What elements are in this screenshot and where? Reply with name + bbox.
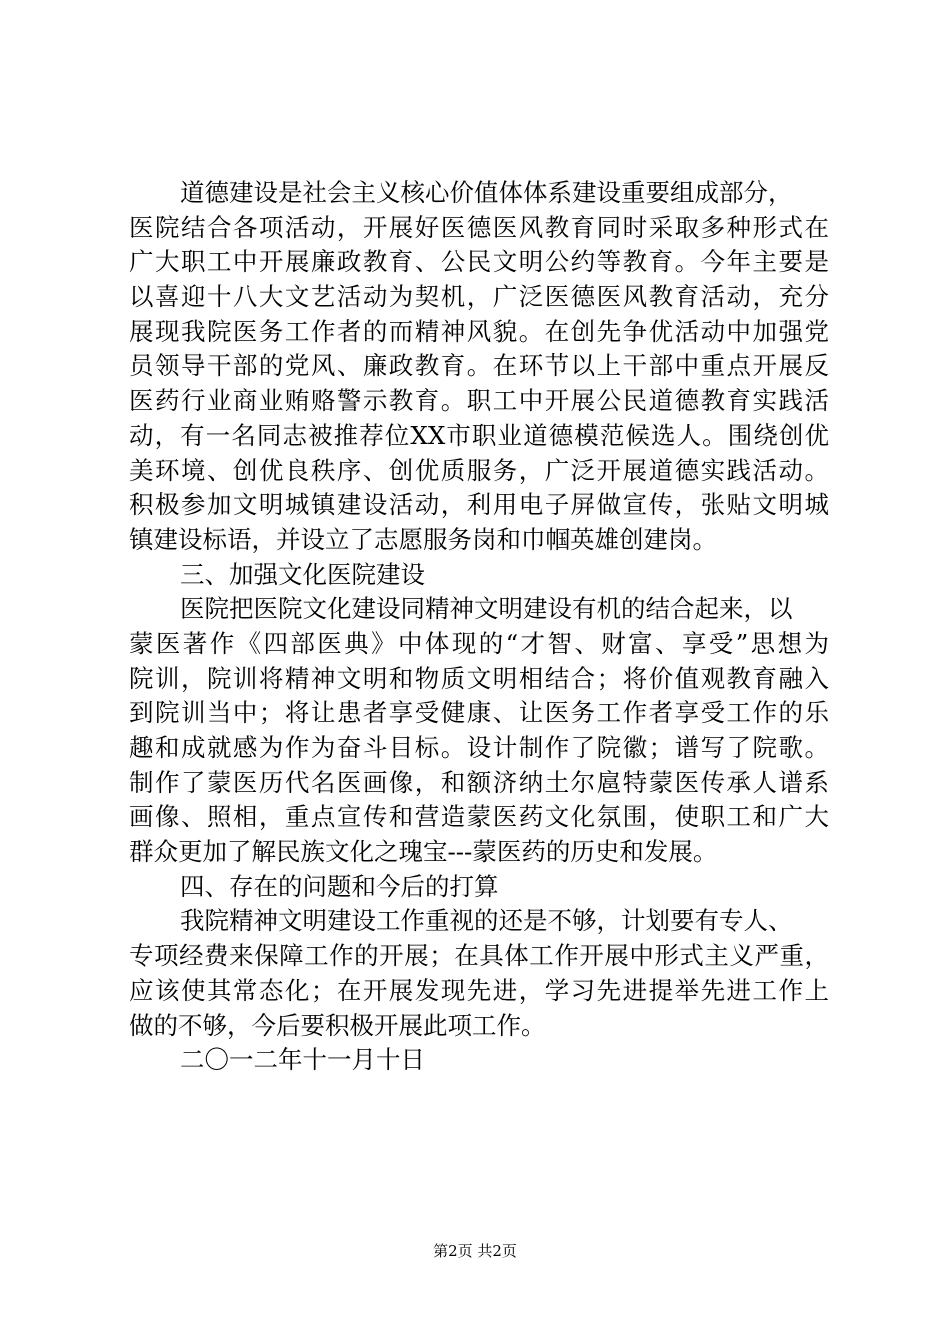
text-line: 以喜迎十八大文艺活动为契机，广泛医德医风教育活动，充分 — [129, 282, 829, 312]
date-line: 二〇一二年十一月十日 — [180, 1045, 425, 1075]
text-line: 展现我院医务工作者的而精神风貌。在创先争优活动中加强党 — [129, 316, 829, 346]
text-line: 群众更加了解民族文化之瑰宝---蒙医药的历史和发展。 — [129, 837, 718, 867]
text-line: 员领导干部的党风、廉政教育。在环节以上干部中重点开展反 — [129, 351, 829, 381]
document-body — [129, 176, 829, 1078]
text-line: 积极参加文明城镇建设活动，利用电子屏做宣传，张贴文明城 — [129, 490, 829, 520]
page-number-footer: 第2页 共2页 — [433, 1242, 517, 1260]
text-line: 道德建设是社会主义核心价值体体系建设重要组成部分， — [180, 178, 793, 207]
text-line: 医院结合各项活动，开展好医德医风教育同时采取多种形式在 — [129, 212, 829, 242]
text-line: 广大职工中开展廉政教育、公民文明公约等教育。今年主要是 — [129, 247, 829, 277]
text-line: 画像、照相，重点宣传和营造蒙医药文化氛围，使职工和广大 — [129, 802, 829, 832]
text-line: 制作了蒙医历代名医画像，和额济纳土尔扈特蒙医传承人谱系 — [129, 767, 829, 797]
heading-section-four — [129, 870, 829, 905]
text-line: 我院精神文明建设工作重视的还是不够，计划要有专人、 — [180, 906, 793, 936]
text-line: 到院训当中；将让患者享受健康、让医务工作者享受工作的乐 — [129, 698, 829, 728]
text-line: 美环境、创优良秩序、创优质服务，广泛开展道德实践活动。 — [129, 455, 829, 485]
text-line: 专项经费来保障工作的开展；在具体工作开展中形式主义严重， — [129, 941, 829, 971]
text-line: 院训，院训将精神文明和物质文明相结合；将价值观教育融入 — [129, 663, 829, 693]
text-line: 趣和成就感为作为奋斗目标。设计制作了院徽；谱写了院歌。 — [129, 733, 829, 762]
text-line: 动，有一名同志被推荐位XX市职业道德模范候选人。围绕创优 — [129, 420, 829, 450]
text-line: 镇建设标语，并设立了志愿服务岗和巾帼英雄创建岗。 — [129, 524, 717, 554]
text-line: 蒙医著作《四部医典》中体现的“才智、财富、享受”思想为 — [129, 628, 829, 658]
text-line: 医药行业商业贿赂警示教育。职工中开展公民道德教育实践活 — [129, 386, 829, 416]
paragraph-problems-plans — [129, 904, 829, 1043]
text-line: 医院把医院文化建设同精神文明建设有机的结合起来，以 — [180, 594, 793, 624]
text-line: 做的不够，今后要积极开展此项工作。 — [129, 1010, 546, 1040]
paragraph-hospital-culture — [129, 592, 829, 870]
paragraph-moral-construction — [129, 176, 829, 558]
heading-section-three — [129, 558, 829, 593]
text-line: 应该使其常态化；在开展发现先进，学习先进提举先进工作上 — [129, 975, 829, 1005]
section-heading: 三、加强文化医院建设 — [180, 559, 425, 589]
section-heading: 四、存在的问题和今后的打算 — [180, 871, 499, 901]
document-date — [129, 1043, 829, 1078]
